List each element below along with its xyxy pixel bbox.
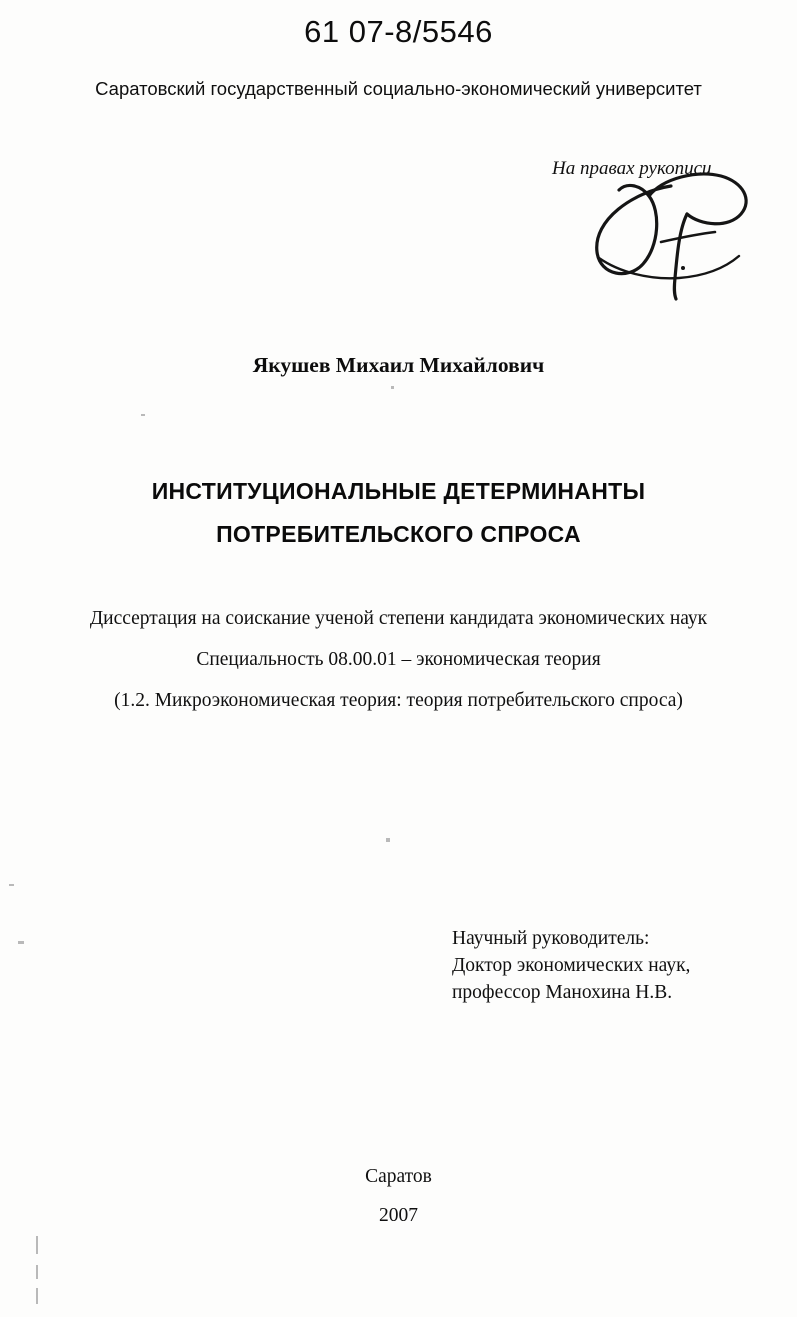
scan-speck <box>36 1236 38 1254</box>
scan-speck <box>9 884 14 886</box>
scan-speck <box>18 941 24 944</box>
degree-line-1: Диссертация на соискание ученой степени кандидата экономических наук <box>89 608 708 629</box>
manuscript-rights-note: На правах рукописи <box>552 158 712 179</box>
author-name: Якушев Михаил Михайлович <box>252 353 545 377</box>
scan-speck <box>36 1288 38 1304</box>
supervisor-degree: Доктор экономических наук, <box>452 955 691 976</box>
university-name: Саратовский государственный социально-экономический университет <box>95 78 702 99</box>
publication-city: Саратов <box>365 1166 432 1187</box>
publication-year: 2007 <box>379 1205 418 1226</box>
degree-line-3: (1.2. Микроэкономическая теория: теория потребительского спроса) <box>114 690 683 711</box>
degree-specialty-block <box>0 598 797 721</box>
scan-speck <box>391 386 394 389</box>
title-line-2: ПОТРЕБИТЕЛЬСКОГО СПРОСА <box>216 521 581 547</box>
scan-speck <box>36 1265 38 1279</box>
scan-speck <box>386 838 390 842</box>
dissertation-title <box>0 470 797 556</box>
supervisor-name: профессор Манохина Н.В. <box>452 982 673 1003</box>
supervisor-label: Научный руководитель: <box>452 928 650 949</box>
degree-line-2: Специальность 08.00.01 – экономическая теория <box>196 649 601 670</box>
scan-speck <box>141 414 145 416</box>
handwritten-signature <box>575 168 765 303</box>
scientific-supervisor-block <box>452 925 690 1006</box>
library-stamp-number: 61 07-8/5546 <box>304 14 493 49</box>
title-line-1: ИНСТИТУЦИОНАЛЬНЫЕ ДЕТЕРМИНАНТЫ <box>151 478 646 504</box>
